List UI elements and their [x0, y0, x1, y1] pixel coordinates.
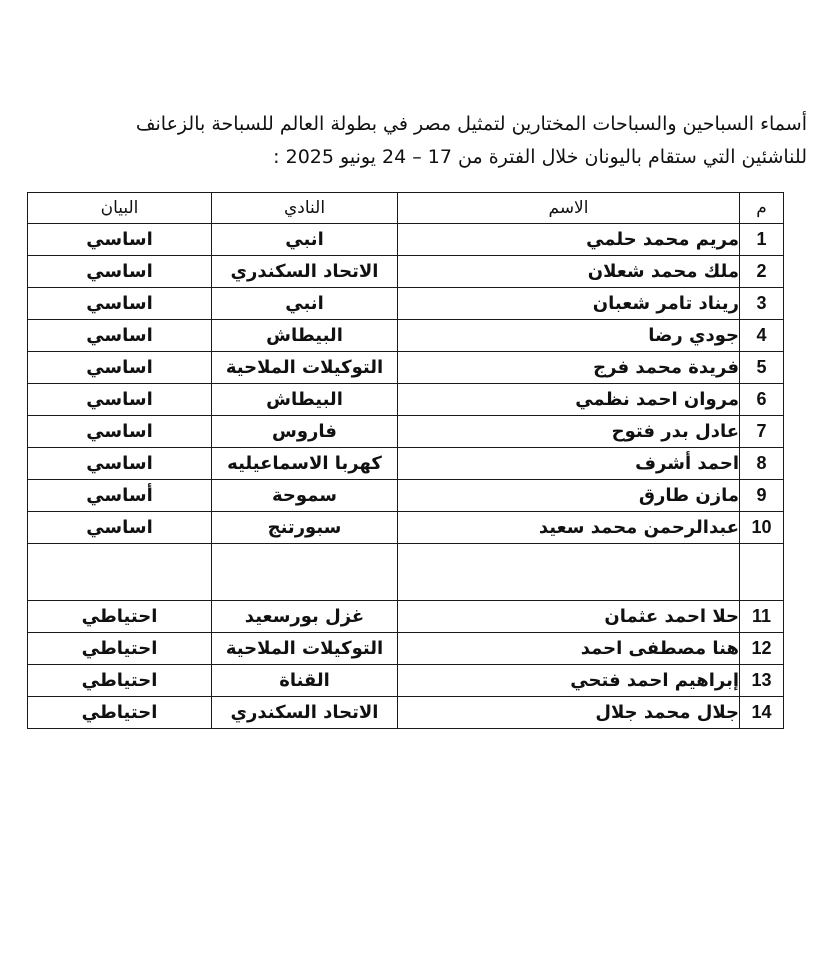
- cell-status: اساسي: [28, 416, 212, 448]
- cell-status: احتياطي: [28, 601, 212, 633]
- table-row: [28, 288, 784, 320]
- cell-name: مازن طارق: [398, 480, 740, 512]
- spacer-cell: [28, 544, 212, 601]
- swimmers-table: [27, 192, 784, 729]
- cell-num: 13: [740, 665, 784, 697]
- cell-num: 6: [740, 384, 784, 416]
- cell-name: فريدة محمد فرج: [398, 352, 740, 384]
- table-row: [28, 416, 784, 448]
- cell-status: أساسي: [28, 480, 212, 512]
- cell-status: اساسي: [28, 288, 212, 320]
- cell-name: مروان احمد نظمي: [398, 384, 740, 416]
- cell-status: احتياطي: [28, 697, 212, 729]
- cell-club: سموحة: [212, 480, 398, 512]
- cell-status: اساسي: [28, 512, 212, 544]
- cell-club: سبورتنج: [212, 512, 398, 544]
- spacer-cell: [212, 544, 398, 601]
- cell-status: احتياطي: [28, 633, 212, 665]
- spacer-cell: [740, 544, 784, 601]
- cell-club: القناة: [212, 665, 398, 697]
- header-club: النادي: [212, 193, 398, 224]
- table-row: [28, 224, 784, 256]
- table-row: [28, 665, 784, 697]
- spacer-cell: [398, 544, 740, 601]
- cell-club: التوكيلات الملاحية: [212, 352, 398, 384]
- heading-line-1: أسماء السباحين والسباحات المختارين لتمثيل مصر في بطولة العالم للسباحة بالزعانف: [135, 113, 807, 135]
- cell-name: إبراهيم احمد فتحي: [398, 665, 740, 697]
- cell-club: البيطاش: [212, 384, 398, 416]
- cell-status: احتياطي: [28, 665, 212, 697]
- table-row: [28, 480, 784, 512]
- cell-club: فاروس: [212, 416, 398, 448]
- cell-num: 10: [740, 512, 784, 544]
- cell-name: عادل بدر فتوح: [398, 416, 740, 448]
- cell-club: غزل بورسعيد: [212, 601, 398, 633]
- cell-name: هنا مصطفى احمد: [398, 633, 740, 665]
- header-num: م: [740, 193, 784, 224]
- cell-club: البيطاش: [212, 320, 398, 352]
- cell-num: 5: [740, 352, 784, 384]
- cell-num: 11: [740, 601, 784, 633]
- table-row: [28, 512, 784, 544]
- header-status: البيان: [28, 193, 212, 224]
- header-name: الاسم: [398, 193, 740, 224]
- table-header-row: [28, 193, 784, 224]
- cell-status: اساسي: [28, 448, 212, 480]
- reserve-rows: [28, 601, 784, 729]
- cell-name: حلا احمد عثمان: [398, 601, 740, 633]
- heading-line-2: للناشئين التي ستقام باليونان خلال الفترة من 17 – 24 يونيو 2025 :: [273, 146, 807, 168]
- cell-num: 14: [740, 697, 784, 729]
- main-rows: [28, 224, 784, 544]
- cell-num: 1: [740, 224, 784, 256]
- cell-name: مريم محمد حلمي: [398, 224, 740, 256]
- cell-status: اساسي: [28, 320, 212, 352]
- cell-name: جودي رضا: [398, 320, 740, 352]
- cell-name: احمد أشرف: [398, 448, 740, 480]
- cell-name: عبدالرحمن محمد سعيد: [398, 512, 740, 544]
- table-row: [28, 352, 784, 384]
- cell-num: 9: [740, 480, 784, 512]
- table-row: [28, 633, 784, 665]
- cell-num: 7: [740, 416, 784, 448]
- cell-num: 12: [740, 633, 784, 665]
- cell-club: انبي: [212, 288, 398, 320]
- spacer-row: [28, 544, 784, 601]
- table-row: [28, 384, 784, 416]
- cell-name: جلال محمد جلال: [398, 697, 740, 729]
- cell-status: اساسي: [28, 256, 212, 288]
- table-row: [28, 448, 784, 480]
- table-row: [28, 697, 784, 729]
- table-row: [28, 256, 784, 288]
- cell-status: اساسي: [28, 384, 212, 416]
- cell-name: ريناد تامر شعبان: [398, 288, 740, 320]
- cell-club: التوكيلات الملاحية: [212, 633, 398, 665]
- cell-club: الاتحاد السكندري: [212, 256, 398, 288]
- table-row: [28, 320, 784, 352]
- cell-num: 4: [740, 320, 784, 352]
- cell-club: الاتحاد السكندري: [212, 697, 398, 729]
- cell-num: 2: [740, 256, 784, 288]
- cell-status: اساسي: [28, 224, 212, 256]
- table-row: [28, 601, 784, 633]
- cell-name: ملك محمد شعلان: [398, 256, 740, 288]
- cell-status: اساسي: [28, 352, 212, 384]
- spacer-section: [28, 544, 784, 601]
- cell-club: كهربا الاسماعيليه: [212, 448, 398, 480]
- cell-club: انبي: [212, 224, 398, 256]
- cell-num: 3: [740, 288, 784, 320]
- document-heading: [17, 108, 807, 174]
- cell-num: 8: [740, 448, 784, 480]
